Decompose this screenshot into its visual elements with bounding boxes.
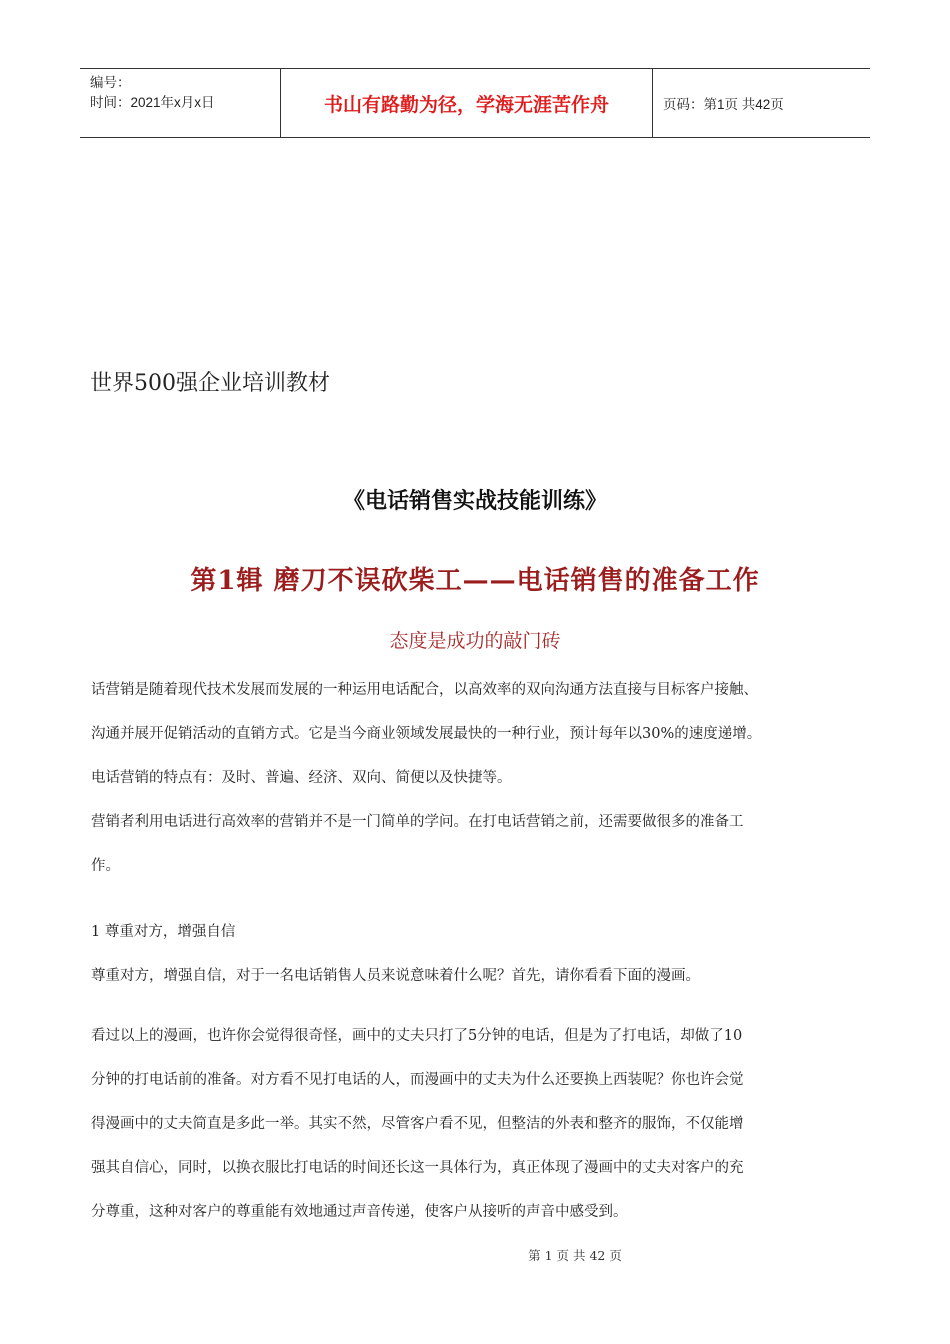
paragraph-line: 得漫画中的丈夫简直是多此一举。其实不然，尽管客户看不见，但整洁的外表和整齐的服饰，不仅能增 <box>91 1116 744 1132</box>
time-label: 时间：2021年x月x日 <box>90 95 215 110</box>
paragraph-line: 作。 <box>91 858 120 874</box>
serial-label: 编号： <box>90 75 131 90</box>
paragraph-line: 看过以上的漫画，也许你会觉得很奇怪，画中的丈夫只打了5分钟的电话，但是为了打电话，却做了10 <box>91 1028 743 1044</box>
paragraph-line: 强其自信心，同时，以换衣服比打电话的时间还长这一具体行为，真正体现了漫画中的丈夫对客户的充 <box>91 1160 744 1176</box>
paragraph-line: 分钟的打电话前的准备。对方看不见打电话的人，而漫画中的丈夫为什么还要换上西装呢？你也许会觉 <box>91 1072 744 1088</box>
header-page-info: 页码：第1页 共42页 <box>663 97 784 112</box>
paragraph-line: 尊重对方，增强自信，对于一名电话销售人员来说意味着什么呢？首先，请你看看下面的漫画。 <box>91 968 700 984</box>
section-title: 态度是成功的敲门砖 <box>389 630 561 652</box>
doc-subtitle: 世界500强企业培训教材 <box>90 371 330 396</box>
paragraph-comic-analysis <box>91 1014 871 1234</box>
header-meta <box>80 69 280 137</box>
paragraph-intro <box>91 668 871 888</box>
paragraph-line: 营销者利用电话进行高效率的营销并不是一门简单的学问。在打电话营销之前，还需要做很多的准备工 <box>91 814 744 830</box>
chapter-title: 第1辑 磨刀不误砍柴工——电话销售的准备工作 <box>190 566 760 596</box>
paragraph-line: 电话营销的特点有：及时、普遍、经济、双向、简便以及快捷等。 <box>91 770 512 786</box>
header-motto: 书山有路勤为径，学海无涯苦作舟 <box>280 69 653 137</box>
section-item-1 <box>91 910 871 998</box>
document-header <box>80 68 870 138</box>
list-item-heading: 1 尊重对方，增强自信 <box>91 924 236 940</box>
paragraph-line: 沟通并展开促销活动的直销方式。它是当今商业领域发展最快的一种行业，预计每年以30%的速度递增。 <box>91 726 762 742</box>
paragraph-line: 话营销是随着现代技术发展而发展的一种运用电话配合，以高效率的双向沟通方法直接与目标客户接触、 <box>91 682 758 698</box>
paragraph-line: 分尊重，这种对客户的尊重能有效地通过声音传递，使客户从接听的声音中感受到。 <box>91 1204 628 1220</box>
book-title: 《电话销售实战技能训练》 <box>342 488 607 514</box>
page-footer: 第 1 页 共 42 页 <box>528 1248 622 1263</box>
